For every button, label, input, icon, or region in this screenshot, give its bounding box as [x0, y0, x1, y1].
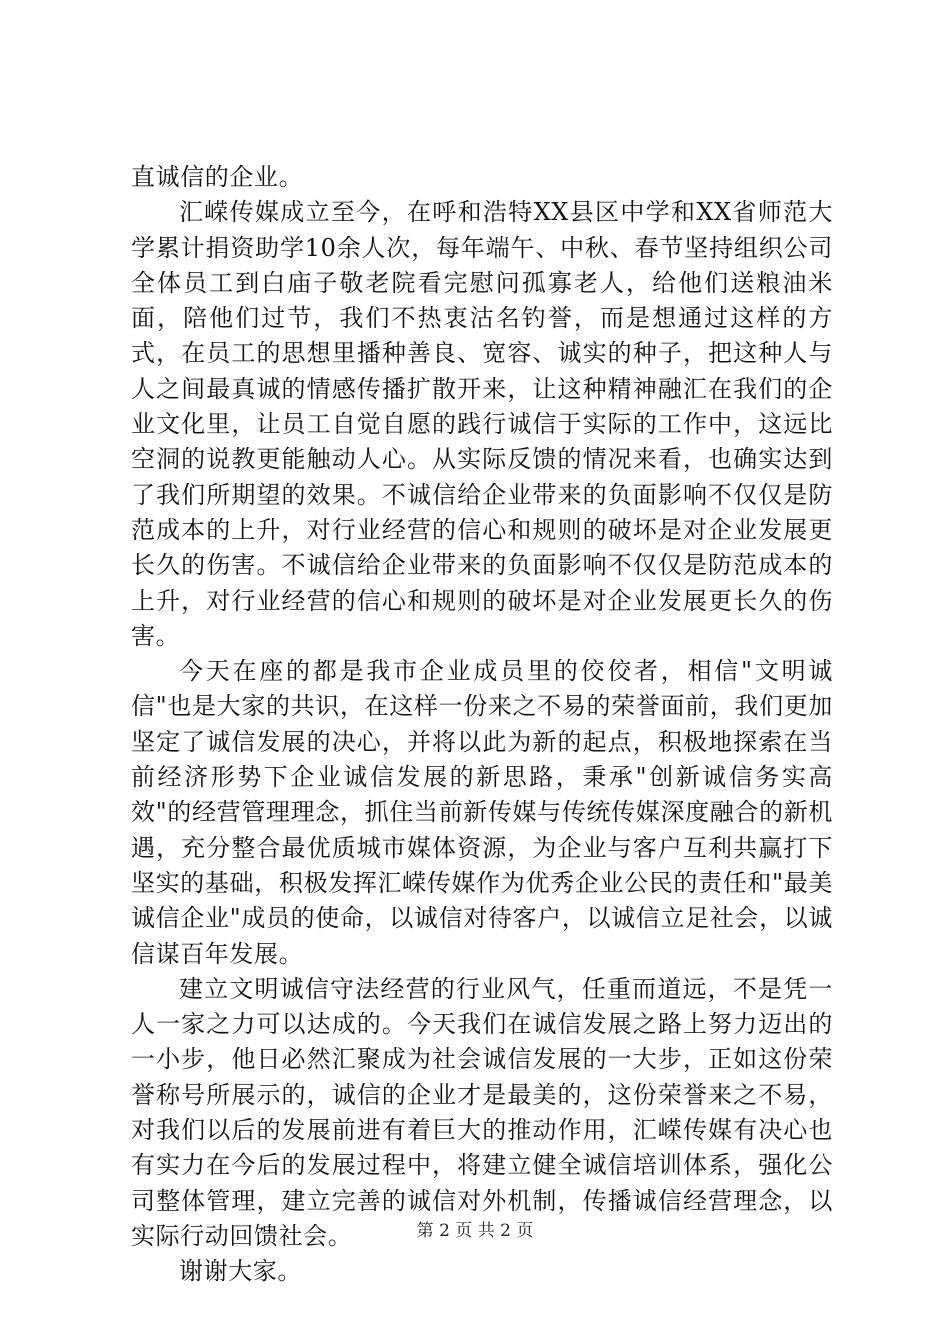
- paragraph-honor: 今天在座的都是我市企业成员里的佼佼者，相信"文明诚信"也是大家的共识，在这样一份来之不易的荣誉面前，我们更加坚定了诚信发展的决心，并将以此为新的起点，积极地探索在当前经济形势下企业诚信发展的新思路，秉承"创新诚信务实高效"的经营管理理念，抓住当前新传媒与传统传媒深度融合的新机遇，充分整合最优质城市媒体资源，为企业与客户互利共赢打下坚实的基础，积极发挥汇嵘传媒作为优秀企业公民的责任和"最美诚信企业"成员的使命，以诚信对待客户，以诚信立足社会，以诚信谋百年发展。: [131, 657, 833, 968]
- paragraph-thanks: 谢谢大家。: [179, 1257, 302, 1286]
- document-body: [131, 160, 833, 1290]
- paragraph-commitment: 建立文明诚信守法经营的行业风气，任重而道远，不是凭一人一家之力可以达成的。今天我们在诚信发展之路上努力迈出的一小步，他日必然汇聚成为社会诚信发展的一大步，正如这份荣誉称号所展示的，诚信的企业才是最美的，这份荣誉来之不易，对我们以后的发展前进有着巨大的推动作用，汇嵘传媒有决心也有实力在今后的发展过程中，将建立健全诚信培训体系，强化公司整体管理，建立完善的诚信对外机制，传播诚信经营理念，以实际行动回馈社会。: [131, 974, 833, 1250]
- paragraph-continuation: 直诚信的企业。: [131, 163, 304, 191]
- page-number-footer: 第 2 页 共 2 页: [416, 1221, 534, 1241]
- paragraph-charity: 汇嵘传媒成立至今，在呼和浩特XX县区中学和XX省师范大学累计捐资助学10余人次，每年端午、中秋、春节坚持组织公司全体员工到白庙子敬老院看完慰问孤寡老人，给他们送粮油米面，陪他们过节，我们不热衷沽名钓誉，而是想通过这样的方式，在员工的思想里播种善良、宽容、诚实的种子，把这种人与人之间最真诚的情感传播扩散开来，让这种精神融汇在我们的企业文化里，让员工自觉自愿的践行诚信于实际的工作中，这远比空洞的说教更能触动人心。从实际反馈的情况来看，也确实达到了我们所期望的效果。不诚信给企业带来的负面影响不仅仅是防范成本的上升，对行业经营的信心和规则的破坏是对企业发展更长久的伤害。不诚信给企业带来的负面影响不仅仅是防范成本的上升，对行业经营的信心和规则的破坏是对企业发展更长久的伤害。: [131, 198, 833, 650]
